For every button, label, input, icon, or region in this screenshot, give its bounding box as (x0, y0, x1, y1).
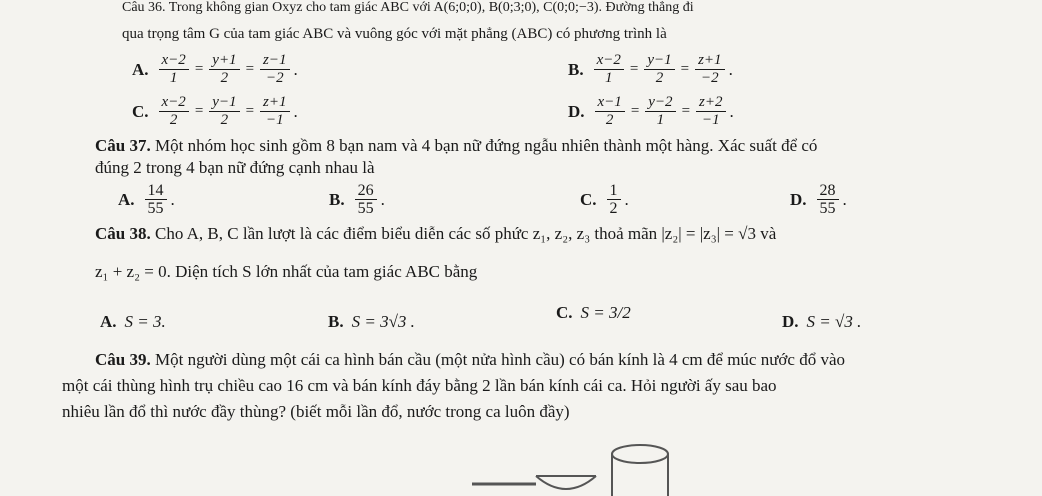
q38-option-c (556, 303, 631, 323)
frac-num: z−1 (260, 52, 289, 70)
frac-num: y+1 (209, 52, 239, 70)
q38-option-d (782, 312, 861, 332)
frac-den: 2 (220, 70, 229, 86)
question-number: Câu 38. (95, 224, 151, 243)
q37-option-a: A. $\frac{14}{55}$ . (118, 182, 175, 217)
q38-option-a (100, 312, 166, 332)
frac-den: −1 (265, 112, 284, 128)
frac-den: 1 (656, 112, 665, 128)
q39-line1 (95, 350, 845, 370)
q39-line2: một cái thùng hình trụ chiều cao 16 cm và bán kính đáy bằng 2 lần bán kính cái ca. Hỏi người ấy sau bao (62, 376, 777, 395)
ladle-bowl (536, 476, 596, 489)
frac-den: −2 (265, 70, 284, 86)
ladle-and-bucket-illustration (470, 440, 710, 496)
q37-option-c: C. $\frac{1}{2}$ . (580, 182, 629, 217)
question-text: Một người dùng một cái ca hình bán cầu (một nửa hình cầu) có bán kính là 4 cm để múc nước đổ vào (154, 350, 846, 369)
frac-num: 1 (607, 182, 621, 200)
frac-num: z+2 (696, 94, 725, 112)
option-label: C. (556, 303, 573, 322)
question-number: Câu 37. (95, 136, 151, 155)
frac-num: y−2 (645, 94, 675, 112)
option-text: S = √3 . (806, 312, 862, 331)
q38-option-b (328, 312, 415, 332)
q36-option-c: C. $\frac{x-2}{2}$ = $\frac{y-1}{2}$ = $\frac{z+1}{-1}$ . (132, 94, 298, 128)
frac-den: 1 (604, 70, 613, 86)
option-label: A. (118, 189, 135, 209)
frac-num: y−1 (209, 94, 239, 112)
frac-num: 28 (817, 182, 839, 200)
q36-option-b: B. $\frac{x-2}{1}$ = $\frac{y-1}{2}$ = $\frac{z+1}{-2}$ . (568, 52, 733, 86)
q38-line2: z₁ + z₂ = 0. Diện tích S lớn nhất của tam giác ABC bằng (95, 262, 478, 281)
frac-den: 55 (357, 200, 374, 217)
question-text: Một nhóm học sinh gồm 8 bạn nam và 4 bạn nữ đứng ngẫu nhiên thành một hàng. Xác suất để có (154, 136, 818, 155)
frac-den: −1 (701, 112, 720, 128)
frac-num: y−1 (644, 52, 674, 70)
frac-num: z+1 (260, 94, 289, 112)
option-label: A. (132, 59, 149, 79)
q37-line1 (95, 136, 817, 156)
option-label: D. (568, 101, 585, 121)
option-label: B. (328, 312, 344, 331)
frac-den: 2 (609, 200, 618, 217)
q37-line2: đúng 2 trong 4 bạn nữ đứng cạnh nhau là (95, 158, 375, 177)
option-text: S = 3√3 . (351, 312, 415, 331)
option-label: B. (568, 59, 584, 79)
option-label: B. (329, 189, 345, 209)
frac-den: 2 (655, 70, 664, 86)
q36-line1: Câu 36. Trong không gian Oxyz cho tam giác ABC với A(6;0;0), B(0;3;0), C(0;0;−3). Đường thẳng đi (122, 0, 694, 15)
frac-num: x−2 (159, 52, 189, 70)
option-text: S = 3. (124, 312, 166, 331)
question-number: Câu 39. (95, 350, 151, 369)
question-text: Cho A, B, C lần lượt là các điểm biểu diễn các số phức z₁, z₂, z₃ thoả mãn |z₂| = |z₃| = √3 và (154, 224, 777, 243)
q37-option-b: B. $\frac{26}{55}$ . (329, 182, 385, 217)
frac-num: x−2 (159, 94, 189, 112)
frac-den: −2 (701, 70, 719, 86)
frac-den: 1 (169, 70, 178, 86)
frac-den: 2 (220, 112, 229, 128)
frac-num: 26 (355, 182, 377, 200)
option-label: D. (782, 312, 799, 331)
q36-line2: qua trọng tâm G của tam giác ABC và vuông góc với mặt phẳng (ABC) có phương trình là (122, 26, 667, 42)
frac-den: 55 (147, 200, 164, 217)
option-label: C. (580, 189, 597, 209)
option-label: C. (132, 101, 149, 121)
option-label: D. (790, 189, 807, 209)
q39-line3: nhiêu lần đổ thì nước đầy thùng? (biết mỗi lần đổ, nước trong ca luôn đầy) (62, 402, 570, 421)
bucket-top (612, 445, 668, 463)
frac-num: x−2 (594, 52, 624, 70)
q36-option-d: D. $\frac{x-1}{2}$ = $\frac{y-2}{1}$ = $\frac{z+2}{-1}$ . (568, 94, 734, 128)
frac-num: z+1 (695, 52, 724, 70)
frac-num: 14 (145, 182, 167, 200)
frac-den: 2 (605, 112, 614, 128)
frac-den: 55 (819, 200, 836, 217)
q38-line1 (95, 224, 776, 244)
frac-den: 2 (169, 112, 178, 128)
option-text: S = 3/2 (580, 303, 631, 322)
frac-num: x−1 (595, 94, 625, 112)
q36-option-a: A. $\frac{x-2}{1}$ = $\frac{y+1}{2}$ = $\frac{z-1}{-2}$ . (132, 52, 298, 86)
option-label: A. (100, 312, 117, 331)
q37-option-d: D. $\frac{28}{55}$ . (790, 182, 847, 217)
